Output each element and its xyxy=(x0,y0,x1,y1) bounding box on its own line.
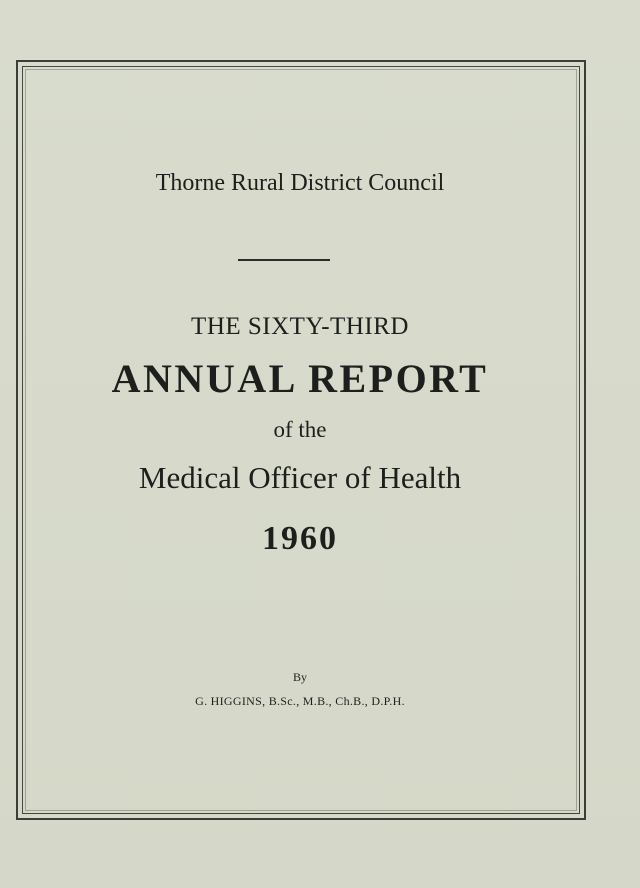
by-line: By xyxy=(292,670,307,684)
of-the-line: of the xyxy=(273,417,327,442)
report-title: ANNUAL REPORT xyxy=(111,356,489,401)
title-divider xyxy=(238,259,330,261)
subject-line: Medical Officer of Health xyxy=(138,460,462,495)
report-year: 1960 xyxy=(262,520,338,557)
edition-line: THE SIXTY-THIRD xyxy=(191,313,409,340)
council-name: Thorne Rural District Council xyxy=(155,170,445,196)
author-credentials: G. HIGGINS, B.Sc., M.B., Ch.B., D.P.H. xyxy=(195,694,405,708)
